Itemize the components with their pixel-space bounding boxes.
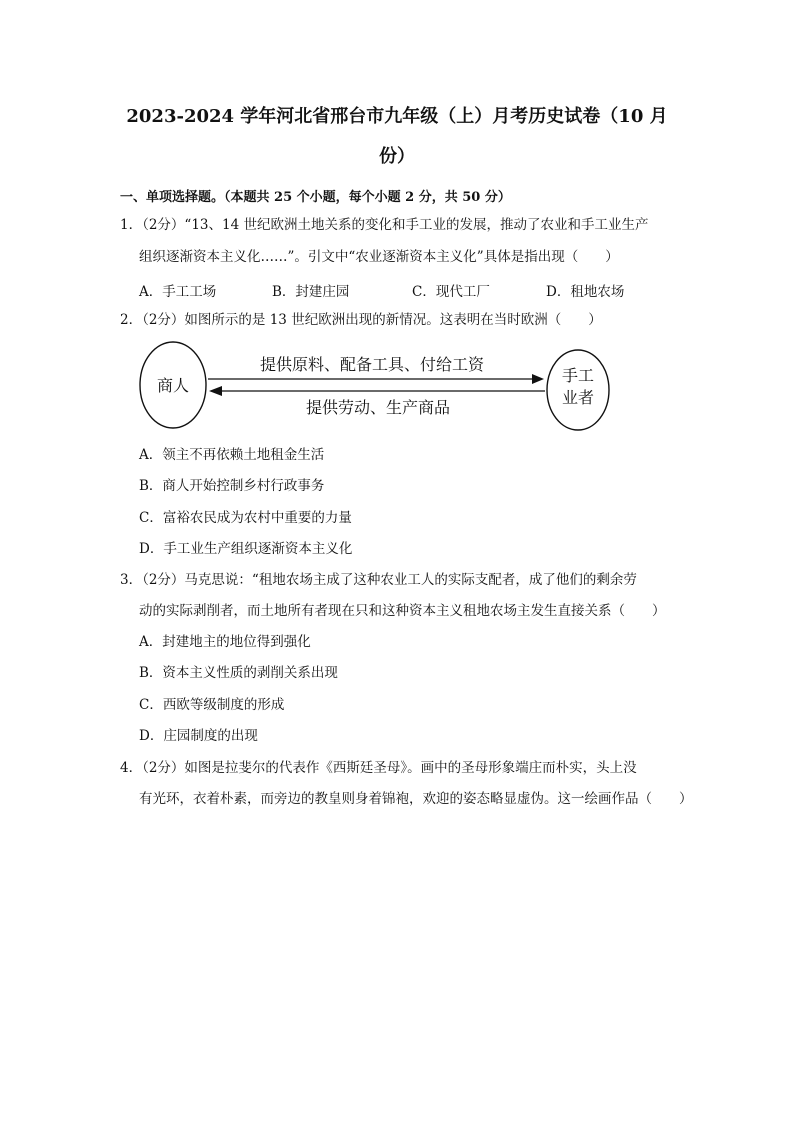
exam-title-line-1: 2023-2024 学年河北省邢台市九年级（上）月考历史试卷（10 月: [126, 106, 668, 127]
question-2-option-c: C．富裕农民成为农村中重要的力量: [139, 510, 352, 526]
exam-title-line-2: 份）: [379, 146, 415, 167]
question-2-option-a: A．领主不再依赖土地租金生活: [139, 447, 325, 463]
question-3-stem-line-1: 3．（2分）马克思说：“租地农场主成了这种农业工人的实际支配者，成了他们的剩余劳: [120, 572, 637, 588]
question-3-stem-line-2: 动的实际剥削者，而土地所有者现在只和这种资本主义租地农场主发生直接关系（ ）: [139, 603, 666, 619]
arrow-right-head: [532, 374, 544, 384]
question-1-stem-line-1: 1．（2分）“13、14 世纪欧洲土地关系的变化和手工业的发展，推动了农业和手工业生产: [120, 217, 649, 233]
question-1-option-d: D．租地农场: [546, 284, 625, 300]
question-2-option-d: D．手工业生产组织逐渐资本主义化: [139, 541, 353, 557]
question-3-option-c: C．西欧等级制度的形成: [139, 697, 285, 713]
question-1-option-c: C．现代工厂: [412, 284, 490, 300]
question-1-option-b: B．封建庄园: [272, 284, 350, 300]
arrow-left-head: [209, 386, 222, 396]
merchant-node-label: 商人: [156, 376, 190, 395]
section-header: 一、单项选择题。（本题共 25 个小题，每个小题 2 分，共 50 分）: [120, 190, 511, 205]
merchant-craftsman-diagram: [135, 337, 615, 437]
question-3-option-a: A．封建地主的地位得到强化: [139, 634, 311, 650]
question-1-stem-line-2: 组织逐渐资本主义化……”。引文中“农业逐渐资本主义化”具体是指出现（ ）: [139, 249, 619, 265]
question-2-stem-line-1: 2．（2分）如图所示的是 13 世纪欧洲出现的新情况。这表明在当时欧洲（ ）: [120, 312, 602, 328]
craftsman-node-label-line-2: 业者: [561, 388, 595, 407]
question-3-option-b: B．资本主义性质的剥削关系出现: [139, 665, 338, 681]
question-2-option-b: B．商人开始控制乡村行政事务: [139, 478, 325, 494]
question-4-stem-line-1: 4．（2分）如图是拉斐尔的代表作《西斯廷圣母》。画中的圣母形象端庄而朴实，头上没: [120, 760, 637, 776]
top-arrow-label: 提供原料、配备工具、付给工资: [259, 355, 485, 374]
question-1-option-a: A．手工工场: [139, 284, 217, 300]
question-4-stem-line-2: 有光环，衣着朴素，而旁边的教皇则身着锦袍，欢迎的姿态略显虚伪。这一绘画作品（ ）: [139, 791, 693, 807]
bottom-arrow-label: 提供劳动、生产商品: [305, 398, 451, 417]
question-3-option-d: D．庄园制度的出现: [139, 728, 258, 744]
craftsman-node-label-line-1: 手工: [561, 366, 595, 385]
